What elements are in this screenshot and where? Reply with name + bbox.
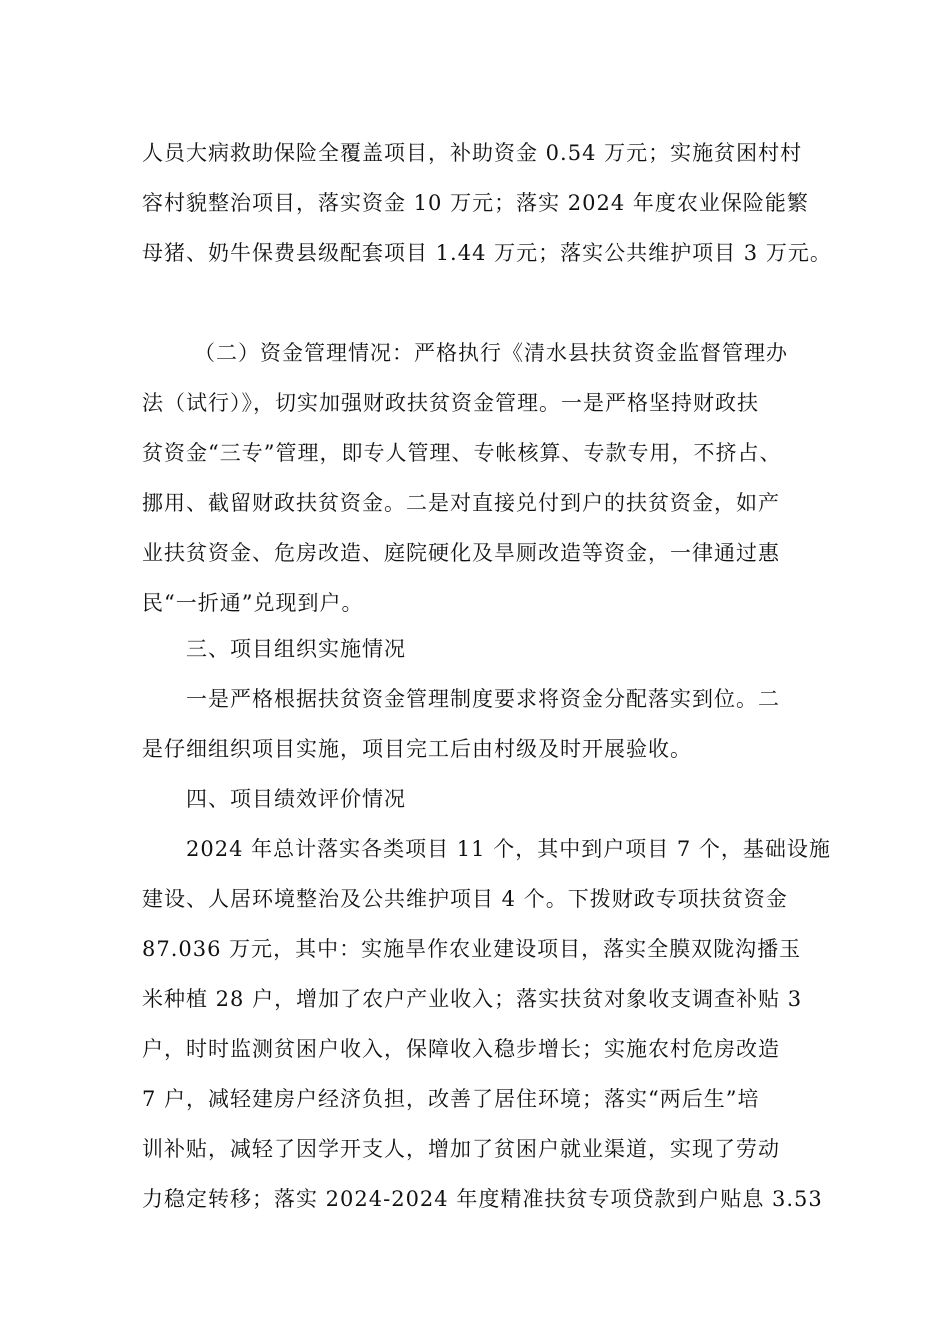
text-line: 米种植 28 户，增加了农户产业收入；落实扶贫对象收支调查补贴 3 [142, 987, 803, 1011]
text-line: 贫资金“三专”管理，即专人管理、专帐核算、专款专用，不挤占、 [142, 441, 782, 465]
section-heading-four [142, 774, 822, 824]
section-heading: 四、项目绩效评价情况 [186, 787, 406, 811]
section-heading: 三、项目组织实施情况 [186, 637, 406, 661]
text-line: 建设、人居环境整治及公共维护项目 4 个。下拨财政专项扶贫资金 [142, 887, 788, 911]
text-line: 业扶贫资金、危房改造、庭院硬化及旱厕改造等资金，一律通过惠 [142, 541, 780, 565]
text-line: 母猪、奶牛保费县级配套项目 1.44 万元；落实公共维护项目 3 万元。 [142, 241, 832, 265]
text-line: （二）资金管理情况：严格执行《清水县扶贫资金监督管理办 [194, 341, 788, 365]
paragraph-performance [142, 824, 831, 1224]
section-heading-three [142, 624, 822, 674]
text-line: 人员大病救助保险全覆盖项目，补助资金 0.54 万元；实施贫困村村 [142, 141, 803, 165]
text-line: 民“一折通”兑现到户。 [142, 591, 364, 615]
text-line: 训补贴，减轻了因学开支人，增加了贫困户就业渠道，实现了劳动 [142, 1137, 780, 1161]
text-line: 7 户，减轻建房户经济负担，改善了居住环境；落实“两后生”培 [142, 1087, 760, 1111]
text-line: 87.036 万元，其中：实施旱作农业建设项目，落实全膜双陇沟播玉 [142, 937, 802, 961]
text-line: 力稳定转移；落实 2024-2024 年度精准扶贫专项贷款到户贴息 3.53 [142, 1187, 823, 1211]
paragraph-project-details [142, 128, 832, 278]
text-line: 一是严格根据扶贫资金管理制度要求将资金分配落实到位。二 [186, 687, 780, 711]
text-line: 户，时时监测贫困户收入，保障收入稳步增长；实施农村危房改造 [142, 1037, 780, 1061]
paragraph-implementation [142, 674, 822, 774]
paragraph-fund-management [142, 328, 822, 628]
text-line: 挪用、截留财政扶贫资金。二是对直接兑付到户的扶贫资金，如产 [142, 491, 780, 515]
text-line: 容村貌整治项目，落实资金 10 万元；落实 2024 年度农业保险能繁 [142, 191, 809, 215]
text-line: 2024 年总计落实各类项目 11 个，其中到户项目 7 个，基础设施 [186, 837, 831, 861]
text-line: 是仔细组织项目实施，项目完工后由村级及时开展验收。 [142, 737, 692, 761]
text-line: 法（试行）》，切实加强财政扶贫资金管理。一是严格坚持财政扶 [142, 391, 759, 415]
